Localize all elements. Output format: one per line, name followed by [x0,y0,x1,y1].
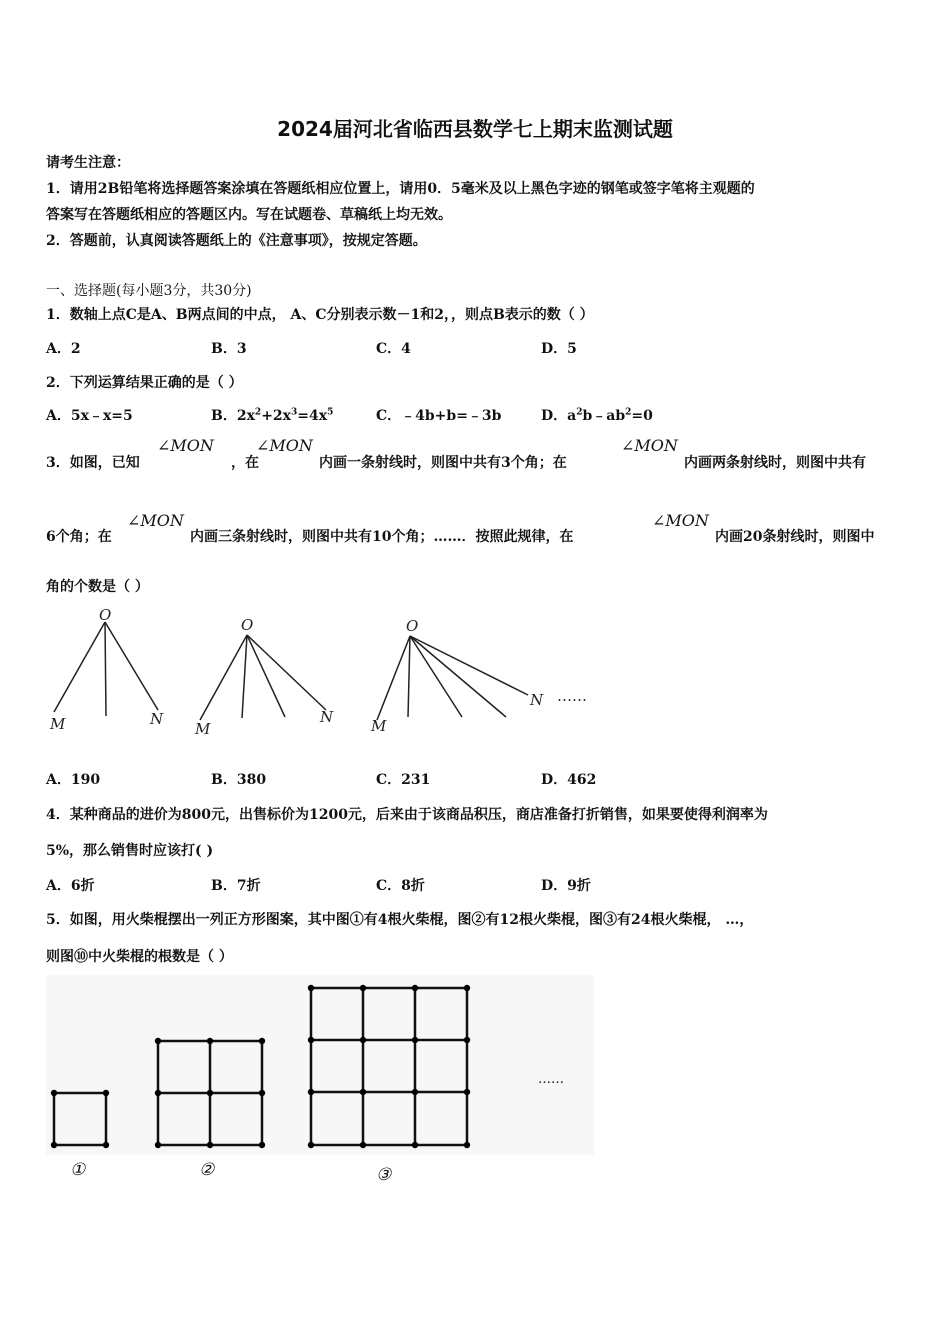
fig1-ray-om [54,622,105,712]
q3-line3: 角的个数是（ ） [46,579,149,595]
q3-angle-3: ∠MON [621,436,678,455]
fig-ellipsis: …… [538,1072,564,1087]
fig1-label-o: O [99,606,112,624]
q3-option-c: C．231 [376,772,431,788]
q4-option-c: C．8折 [376,878,425,894]
fig2-label-n: N [320,708,334,726]
fig2-ray-om [200,635,247,720]
fig2-label-m: M [195,720,211,738]
fig3-ray-2 [410,636,462,717]
fig1-ray-mid [105,622,106,716]
fig-ellipsis: …… [557,687,587,705]
fig2-ray-2 [247,635,285,717]
q3-option-a: A．190 [46,772,101,788]
fig1-label-n: N [150,710,164,728]
notice-heading: 请考生注意： [46,155,130,171]
notice-item-1-line-1: 1．请用2B铅笔将选择题答案涂填在答题纸相应位置上，请用0．5毫米及以上黑色字迹的钢笔或签字笔将主观题的 [46,181,755,197]
fig3-label-m: M [371,717,387,735]
q3-line2-part-a: 6个角；在 [46,529,112,545]
fig1-label-m: M [50,715,66,733]
q4-option-b: B．7折 [211,878,261,894]
notice-item-2: 2．答题前，认真阅读答题纸上的《注意事项》，按规定答题。 [46,233,427,249]
q4-line-2: 5%，那么销售时应该打( ) [46,843,214,859]
q2-option-c: C．﹣4b+b=﹣3b [376,408,502,424]
q1-option-c: C．4 [376,341,411,357]
fig3-label: ③ [376,1165,392,1185]
q3-line1-part-b: ，在 [231,455,259,471]
fig3-label-n: N [530,691,544,709]
q2-option-a: A．5x﹣x=5 [46,408,133,424]
q3-line1-part-d: 内画两条射线时，则图中共有 [684,455,866,471]
q4-option-a: A．6折 [46,878,95,894]
q2-option-b: B．$2x^2+2x^3=4x^5$ [211,407,334,424]
fig2-ray-on [247,635,326,710]
q1-stem: 1．数轴上点C是A、B两点间的中点， A、C分别表示数－1和2，，则点B表示的数（ ） [46,307,594,323]
q3-angle-5: ∠MON [652,511,709,530]
notice-item-1-line-2: 答案写在答题纸相应的答题区内。写在试题卷、草稿纸上均无效。 [46,207,452,223]
q3-angle-2: ∠MON [256,436,313,455]
fig2-label-o: O [241,616,254,634]
q4-line-1: 4．某种商品的进价为800元，出售标价为1200元，后来由于该商品积压，商店准备打折销售，如果要使得利润率为 [46,807,768,823]
q3-line2-part-c: 内画20条射线时，则图中 [715,529,875,545]
page-title: 2024届河北省临西县数学七上期末监测试题 [277,117,673,141]
fig1-label: ① [70,1160,86,1180]
q3-figure-rays [40,600,620,750]
q1-option-d: D．5 [541,341,577,357]
q3-option-d: D．462 [541,772,597,788]
q3-angle-4: ∠MON [127,511,184,530]
fig2-label: ② [199,1160,215,1180]
fig3-label-o: O [406,617,419,635]
q5-figure-matches [46,975,596,1190]
section-heading: 一、选择题(每小题3分，共30分) [46,283,252,299]
q2-stem: 2．下列运算结果正确的是（ ） [46,375,243,391]
q5-line-1: 5．如图，用火柴棍摆出一列正方形图案，其中图①有4根火柴棍，图②有12根火柴棍，图③有24根火柴棍， …， [46,912,754,928]
q3-angle-1: ∠MON [157,436,214,455]
q3-line2-part-b: 内画三条射线时，则图中共有10个角；……．按照此规律，在 [190,529,574,545]
fig3-ray-1 [408,636,410,717]
q2-option-d: D．$a^2b﹣ab^2=0$ [541,407,653,424]
q4-option-d: D．9折 [541,878,591,894]
q1-option-a: A．2 [46,341,81,357]
fig1-ray-on [105,622,158,710]
q3-line1-part-a: 3．如图，已知 [46,455,140,471]
figure-background [46,975,594,1155]
q3-line1-part-c: 内画一条射线时，则图中共有3个角；在 [319,455,567,471]
q5-line-2: 则图⑩中火柴棍的根数是（ ） [46,949,233,965]
fig2-ray-1 [242,635,247,718]
q3-option-b: B．380 [211,772,267,788]
q1-option-b: B．3 [211,341,247,357]
fig3-ray-om [377,636,410,720]
